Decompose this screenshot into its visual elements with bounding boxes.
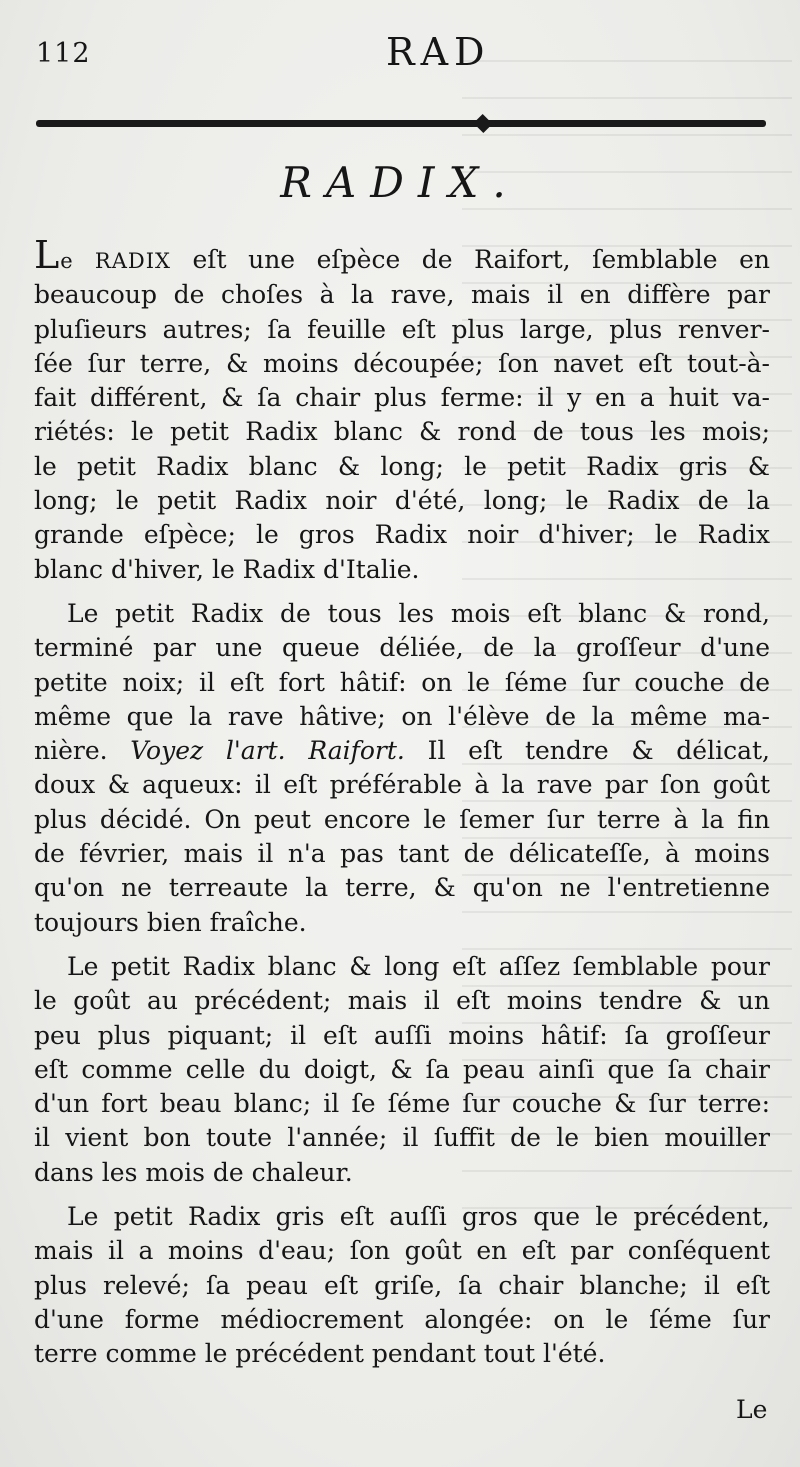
line-text: Il eſt tendre & délicat, — [404, 736, 770, 766]
text-line: fait différent, & ſa chair plus ferme: il y en a huit va- — [34, 383, 770, 413]
headword: RADIX — [94, 249, 171, 273]
catchword: Le — [736, 1395, 768, 1424]
text-line: le petit Radix blanc & long; le petit Radix gris & — [34, 451, 770, 481]
line-text: eſt une eſpèce de Raifort, ſemblable en — [170, 245, 770, 274]
text-line: il vient bon toute l'année; il ſuffit de le bien mouiller — [34, 1123, 770, 1153]
text-line: doux & aqueux: il eſt préférable à la rave par ſon goût — [34, 770, 770, 800]
text-line: terre comme le précédent pendant tout l'été. — [34, 1339, 606, 1369]
page-header — [36, 30, 766, 74]
text-line: d'un fort beau blanc; il ſe ſéme ſur couche & ſur terre: — [34, 1089, 770, 1119]
text-line: plus décidé. On peut encore le ſemer ſur terre à la fin — [34, 804, 770, 834]
text-line: mais il a moins d'eau; ſon goût en eſt par conſéquent — [34, 1236, 770, 1266]
text-line: toujours bien fraîche. — [34, 907, 307, 937]
text-line: grande eſpèce; le gros Radix noir d'hiver; le Radix — [34, 520, 770, 550]
text-line — [34, 734, 770, 768]
drop-cap: L — [34, 233, 61, 277]
paragraph-4 — [34, 1200, 770, 1371]
small-caps: e — [60, 249, 95, 273]
text-line: qu'on ne terreaute la terre, & qu'on ne l'entretienne — [34, 873, 770, 903]
text-line: riétés: le petit Radix blanc & rond de tous les mois; — [34, 417, 770, 447]
cross-reference: Voyez l'art. Raifort. — [130, 736, 405, 766]
article-body — [34, 233, 770, 1372]
running-head: RAD — [386, 30, 491, 74]
text-line: pluſieurs autres; ſa feuille eſt plus large, plus renver- — [34, 314, 770, 344]
paragraph-1 — [34, 233, 770, 587]
text-line: Le petit Radix blanc & long eſt aſſez ſemblable pour — [67, 951, 770, 981]
text-line: petite noix; il eſt fort hâtif: on le ſéme ſur couche de — [34, 667, 770, 697]
text-line: Le petit Radix de tous les mois eſt blanc & rond, — [67, 598, 770, 628]
text-line: ſée ſur terre, & moins découpée; ſon navet eſt tout-à- — [34, 348, 770, 378]
article-title: RADIX. — [280, 158, 520, 207]
text-line: de février, mais il n'a pas tant de délicateſſe, à moins — [34, 839, 770, 869]
text-line: blanc d'hiver, le Radix d'Italie. — [34, 554, 420, 584]
text-line: dans les mois de chaleur. — [34, 1157, 353, 1187]
text-line: même que la rave hâtive; on l'élève de la même ma- — [34, 701, 770, 731]
paragraph-2 — [34, 597, 770, 940]
text-line: beaucoup de choſes à la rave, mais il en diffère par — [34, 280, 770, 310]
paragraph-3 — [34, 950, 770, 1190]
text-line: Le petit Radix gris eſt auſſi gros que le précédent, — [67, 1202, 770, 1232]
text-line: d'une forme médiocrement alongée: on le ſéme ſur — [34, 1304, 770, 1334]
header-rule — [36, 120, 766, 127]
text-line: long; le petit Radix noir d'été, long; le Radix de la — [34, 486, 770, 516]
text-line: plus relevé; ſa peau eſt griſe, ſa chair blanche; il eſt — [34, 1270, 770, 1300]
text-line: le goût au précédent; mais il eſt moins tendre & un — [34, 986, 770, 1016]
text-line: eſt comme celle du doigt, & ſa peau ainſi que ſa chair — [34, 1054, 770, 1084]
text-line — [34, 233, 770, 278]
text-line: peu plus piquant; il eſt auſſi moins hâtif: ſa groſſeur — [34, 1020, 770, 1050]
page-number: 112 — [36, 38, 91, 69]
line-text: nière. — [34, 736, 131, 766]
text-line: terminé par une queue déliée, de la groſſeur d'une — [34, 633, 770, 663]
